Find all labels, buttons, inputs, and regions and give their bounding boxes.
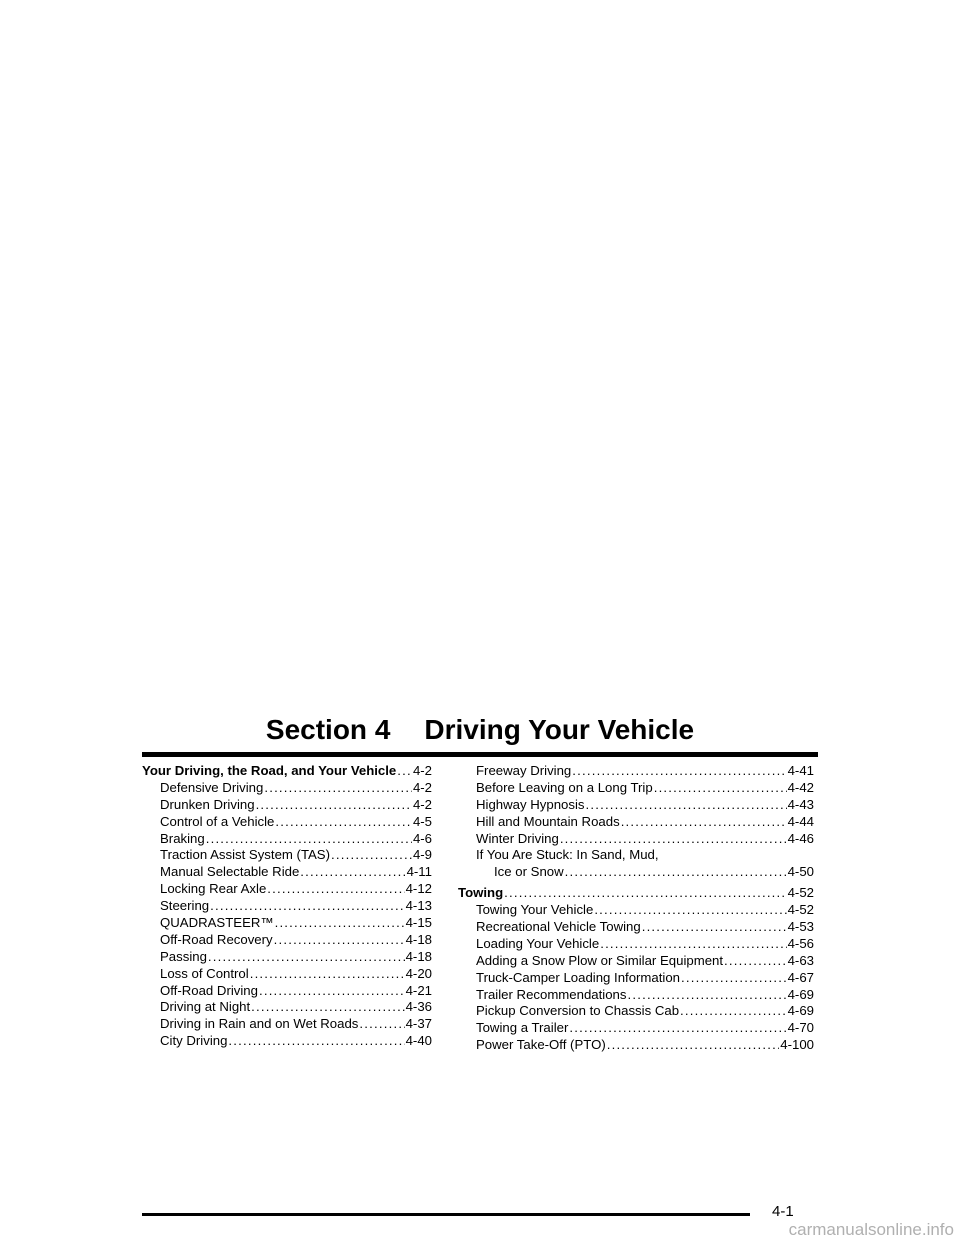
leader-dots	[250, 966, 405, 983]
toc-entry[interactable]	[142, 864, 432, 881]
toc-entry-page: 4-41	[787, 763, 814, 778]
toc-entry-text: Before Leaving on a Long Trip	[476, 779, 653, 795]
toc-left-column	[142, 763, 432, 1050]
toc-entry-page: 4-11	[406, 864, 432, 880]
leader-dots	[560, 831, 787, 848]
toc-entry-page: 4-15	[405, 915, 432, 931]
toc-entry[interactable]	[142, 983, 432, 1000]
toc-entry[interactable]	[142, 1033, 432, 1050]
leader-dots	[228, 1033, 404, 1050]
toc-entry-text: City Driving	[160, 1033, 228, 1049]
toc-entry-text: Passing	[160, 948, 207, 964]
leader-dots	[600, 936, 786, 953]
toc-entry-stuck-line1[interactable]	[458, 847, 814, 864]
leader-dots	[724, 953, 787, 970]
toc-entry-page: 4-2	[412, 796, 432, 812]
toc-entry[interactable]	[142, 966, 432, 983]
toc-entry-page: 4-52	[787, 902, 814, 918]
toc-entry-text: Hill and Mountain Roads	[476, 813, 620, 829]
toc-entry-text: Locking Rear Axle	[160, 881, 267, 897]
toc-entry-page: 4-67	[787, 969, 814, 985]
toc-entry[interactable]	[458, 797, 814, 814]
leader-dots	[208, 949, 405, 966]
toc-entry-page: 4-9	[412, 847, 432, 863]
leader-dots	[264, 780, 412, 797]
toc-entry-text: Off-Road Recovery	[160, 931, 273, 947]
toc-entry-text: Truck-Camper Loading Information	[476, 969, 681, 985]
toc-entry-text: Off-Road Driving	[160, 982, 258, 998]
toc-entry[interactable]	[142, 999, 432, 1016]
footer-rule	[142, 1213, 750, 1216]
toc-entry-text: Manual Selectable Ride	[160, 864, 300, 880]
toc-entry-text: Defensive Driving	[160, 779, 264, 795]
toc-entry[interactable]	[142, 1016, 432, 1033]
toc-entry-page: 4-46	[787, 830, 814, 846]
leader-dots	[397, 763, 412, 780]
leader-dots	[206, 831, 412, 848]
toc-entry-page: 4-21	[405, 982, 432, 998]
leader-dots	[654, 780, 787, 797]
toc-entry-text: Control of a Vehicle	[160, 813, 275, 829]
toc-entry[interactable]	[142, 780, 432, 797]
toc-entry[interactable]	[142, 831, 432, 848]
toc-entry[interactable]	[142, 915, 432, 932]
toc-entry[interactable]	[458, 936, 814, 953]
leader-dots	[681, 970, 787, 987]
toc-entry-text: Winter Driving	[476, 830, 559, 846]
toc-entry[interactable]	[458, 831, 814, 848]
section-title: Driving Your Vehicle	[424, 714, 695, 745]
toc-entry[interactable]	[458, 919, 814, 936]
toc-entry-text: Towing Your Vehicle	[476, 902, 594, 918]
toc-entry-page: 4-53	[787, 919, 814, 935]
leader-dots	[594, 902, 786, 919]
toc-entry-page: 4-50	[787, 864, 814, 880]
toc-entry[interactable]	[458, 814, 814, 831]
toc-entry[interactable]	[458, 970, 814, 987]
toc-entry-page: 4-40	[405, 1033, 432, 1049]
toc-right-column	[458, 763, 814, 1054]
toc-entry-page: 4-43	[787, 796, 814, 812]
leader-dots	[275, 915, 405, 932]
leader-dots	[251, 999, 404, 1016]
toc-entry[interactable]	[142, 797, 432, 814]
toc-entry-text: Loss of Control	[160, 965, 249, 981]
toc-entry-page: 4-13	[405, 898, 432, 914]
leader-dots	[267, 881, 404, 898]
toc-entry-text: Traction Assist System (TAS)	[160, 847, 330, 863]
toc-entry-page: 4-12	[405, 881, 432, 897]
toc-entry-text: Braking	[160, 830, 205, 846]
toc-entry-page: 4-56	[787, 935, 814, 951]
section-label: Section	[265, 714, 368, 745]
toc-entry[interactable]	[142, 881, 432, 898]
toc-entry[interactable]	[142, 898, 432, 915]
leader-dots	[259, 983, 405, 1000]
toc-entry-text: Drunken Driving	[160, 796, 255, 812]
leader-dots	[300, 864, 405, 881]
toc-entry-page: 4-5	[412, 813, 432, 829]
toc-entry-page: 4-36	[405, 999, 432, 1015]
toc-entry-text: Steering	[160, 898, 210, 914]
toc-entry[interactable]	[142, 814, 432, 831]
toc-entry-text: Driving in Rain and on Wet Roads	[160, 1016, 359, 1032]
toc-entry[interactable]	[458, 987, 814, 1004]
toc-entry-page: 4-2	[412, 779, 432, 795]
leader-dots	[628, 987, 787, 1004]
leader-dots	[621, 814, 787, 831]
toc-entry-text: Highway Hypnosis	[476, 796, 585, 812]
toc-entry-text: Towing	[458, 885, 504, 901]
page-number: 4-1	[772, 1203, 794, 1220]
leader-dots	[210, 898, 404, 915]
toc-heading[interactable]	[142, 763, 432, 780]
leader-dots	[680, 1003, 787, 1020]
toc-entry-page: 4-100	[780, 1037, 814, 1053]
leader-dots	[572, 763, 786, 780]
leader-dots	[565, 864, 787, 881]
toc-entry[interactable]	[458, 902, 814, 919]
toc-entry-text: If You Are Stuck: In Sand, Mud,	[476, 847, 659, 863]
toc-entry-page: 4-69	[787, 986, 814, 1002]
toc-entry-page: 4-69	[787, 1003, 814, 1019]
toc-entry-page: 4-44	[787, 813, 814, 829]
toc-entry-text: Towing a Trailer	[476, 1020, 569, 1036]
toc-entry-text: Freeway Driving	[476, 763, 572, 778]
watermark: carmanualsonline.info	[788, 1220, 954, 1239]
leader-dots	[359, 1016, 404, 1033]
toc-entry-page: 4-42	[787, 779, 814, 795]
leader-dots	[569, 1020, 786, 1037]
toc-entry-page: 4-18	[405, 931, 432, 947]
toc-entry-page: 4-63	[787, 952, 814, 968]
toc-entry[interactable]	[142, 847, 432, 864]
toc-entry-text: QUADRASTEER™	[160, 915, 274, 931]
toc-entry[interactable]	[458, 763, 814, 780]
toc-entry-stuck-line2[interactable]	[458, 864, 814, 881]
leader-dots	[642, 919, 787, 936]
toc-entry-text: Adding a Snow Plow or Similar Equipment	[476, 952, 724, 968]
toc-entry[interactable]	[458, 1003, 814, 1020]
toc-heading-towing[interactable]	[458, 885, 814, 902]
leader-dots	[504, 885, 786, 902]
leader-dots	[274, 932, 405, 949]
toc-entry-text: Power Take-Off (PTO)	[476, 1037, 606, 1053]
toc-entry-text: Pickup Conversion to Chassis Cab	[476, 1003, 680, 1019]
toc-entry-page: 4-20	[405, 965, 432, 981]
toc-entry-text: Recreational Vehicle Towing	[476, 919, 641, 935]
section-number: 4	[374, 714, 391, 745]
toc-entry-page: 4-6	[412, 830, 432, 846]
toc-entry[interactable]	[142, 932, 432, 949]
leader-dots	[256, 797, 412, 814]
toc-entry[interactable]	[458, 953, 814, 970]
leader-dots	[585, 797, 786, 814]
toc-entry[interactable]	[458, 780, 814, 797]
toc-entry-text: Driving at Night	[160, 999, 251, 1015]
toc-entry-page: 4-37	[405, 1016, 432, 1032]
toc-entry[interactable]	[458, 1037, 814, 1054]
toc-entry-text: Trailer Recommendations	[476, 986, 627, 1002]
toc-entry-text: Ice or Snow	[494, 864, 564, 880]
section-heading	[142, 714, 818, 746]
leader-dots	[607, 1037, 780, 1054]
heading-rule	[142, 752, 818, 757]
toc-entry-page: 4-18	[405, 948, 432, 964]
toc-entry-page: 4-2	[412, 763, 432, 778]
toc-entry[interactable]	[142, 949, 432, 966]
toc-entry-page: 4-52	[787, 885, 814, 901]
toc-entry-text: Your Driving, the Road, and Your Vehicle	[142, 763, 397, 778]
toc-entry-text: Loading Your Vehicle	[476, 935, 600, 951]
leader-dots	[331, 847, 412, 864]
leader-dots	[275, 814, 412, 831]
toc-entry[interactable]	[458, 1020, 814, 1037]
toc-entry-page: 4-70	[787, 1020, 814, 1036]
